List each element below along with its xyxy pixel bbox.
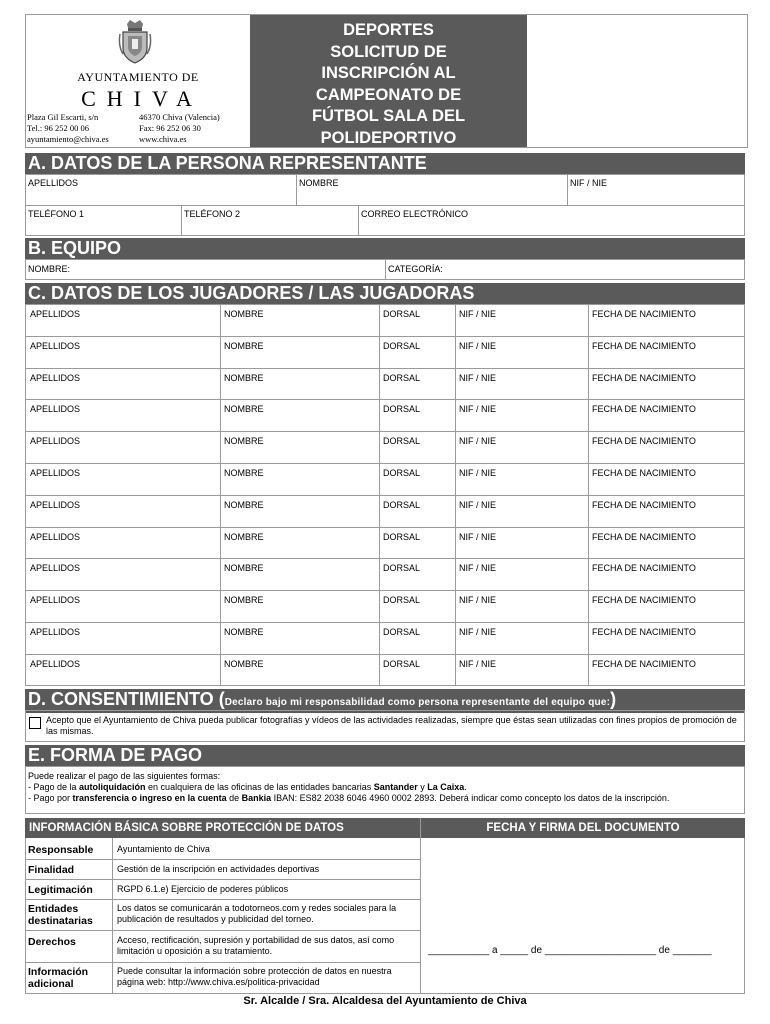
divider [25, 622, 745, 623]
section-d-note: Declaro bajo mi responsabilidad como persona representante del equipo que: [224, 697, 611, 708]
address-left [27, 112, 109, 145]
divider [588, 431, 589, 463]
text: de [226, 793, 242, 803]
title-line: POLIDEPORTIVO [320, 128, 457, 147]
signature-title: FECHA Y FIRMA DEL DOCUMENTO [421, 818, 745, 838]
address-line: Plaza Gil Escarti, s/n [27, 112, 99, 122]
player-dorsal-field[interactable]: DORSAL [383, 499, 421, 510]
divider [379, 495, 380, 527]
player-birthdate-field[interactable]: FECHA DE NACIMIENTO [592, 595, 696, 606]
protection-key: Responsable [28, 844, 94, 856]
player-nif-field[interactable]: NIF / NIE [459, 372, 497, 383]
player-nombre-field[interactable]: NOMBRE [224, 627, 264, 637]
protection-value: RGPD 6.1.e) Ejercicio de poderes públicos [117, 884, 289, 894]
divider [588, 622, 589, 654]
player-row [25, 622, 745, 654]
apellidos-field[interactable]: APELLIDOS [28, 178, 79, 188]
divider [455, 495, 456, 527]
title-line: FÚTBOL SALA DEL [311, 107, 466, 125]
divider [588, 654, 589, 686]
player-nif-field[interactable]: NIF / NIE [459, 531, 497, 542]
text: . [464, 782, 467, 792]
text: - Pago por [28, 793, 73, 803]
player-row [25, 558, 745, 590]
player-nombre-field[interactable]: NOMBRE [224, 531, 264, 542]
divider [455, 431, 456, 463]
player-apellidos-field[interactable]: APELLIDOS [30, 436, 81, 447]
section-e-title: E. FORMA DE PAGO [25, 745, 745, 766]
nombre-field[interactable]: NOMBRE [299, 178, 339, 188]
divider [379, 622, 380, 654]
player-row [25, 654, 745, 686]
protection-value: Ayuntamiento de Chiva [117, 844, 210, 854]
text: Bankia [241, 793, 272, 803]
player-nombre-field[interactable]: NOMBRE [224, 658, 264, 669]
player-birthdate-field[interactable]: FECHA DE NACIMIENTO [592, 309, 696, 319]
player-birthdate-field[interactable]: FECHA DE NACIMIENTO [592, 563, 696, 574]
phone-line: Tel.: 96 252 00 06 [27, 123, 89, 133]
player-dorsal-field[interactable]: DORSAL [383, 563, 421, 574]
divider [220, 495, 221, 527]
divider [25, 558, 745, 559]
divider [455, 463, 456, 495]
divider [220, 336, 221, 368]
player-nombre-field[interactable]: NOMBRE [224, 404, 264, 415]
divider [455, 558, 456, 590]
section-d-heading: D. CONSENTIMIENTO [28, 689, 214, 709]
divider [455, 654, 456, 686]
player-birthdate-field[interactable]: FECHA DE NACIMIENTO [592, 436, 696, 447]
divider [588, 336, 589, 368]
player-apellidos-field[interactable]: APELLIDOS [30, 309, 81, 319]
protection-key: Finalidad [28, 864, 75, 876]
player-birthdate-field[interactable]: FECHA DE NACIMIENTO [592, 658, 696, 669]
nif-field[interactable]: NIF / NIE [570, 178, 608, 188]
player-nif-field[interactable]: NIF / NIE [459, 499, 497, 510]
divider [25, 368, 745, 369]
divider [25, 859, 420, 860]
player-row [25, 336, 745, 368]
player-nombre-field[interactable]: NOMBRE [224, 340, 264, 351]
player-birthdate-field[interactable]: FECHA DE NACIMIENTO [592, 499, 696, 510]
player-birthdate-field[interactable]: FECHA DE NACIMIENTO [592, 531, 696, 542]
player-birthdate-field[interactable]: FECHA DE NACIMIENTO [592, 340, 696, 351]
ayuntamiento-label: AYUNTAMIENTO DE [77, 70, 199, 84]
player-apellidos-field[interactable]: APELLIDOS [30, 499, 81, 510]
player-nif-field[interactable]: NIF / NIE [459, 627, 497, 637]
divider [220, 399, 221, 431]
protection-title: INFORMACIÓN BÁSICA SOBRE PROTECCIÓN DE DATOS [25, 818, 420, 838]
divider [588, 527, 589, 559]
divider [25, 590, 745, 591]
player-dorsal-field[interactable]: DORSAL [383, 595, 421, 606]
player-row [25, 527, 745, 559]
payment-intro: Puede realizar el pago de las siguientes formas: [28, 771, 221, 781]
divider [220, 622, 221, 654]
player-nombre-field[interactable]: NOMBRE [224, 595, 264, 606]
protection-value: Acceso, rectificación, supresión y portabilidad de sus datos, así como limitación u oposición a su tratamiento. [117, 935, 395, 956]
protection-key: Entidades destinatarias [28, 903, 93, 927]
player-nif-field[interactable]: NIF / NIE [459, 468, 497, 478]
section-d-title: D. CONSENTIMIENTO (Declaro bajo mi responsabilidad como persona representante del equipo que:) [25, 689, 745, 713]
consent-text: Acepto que el Ayuntamiento de Chiva pueda publicar fotografías y vídeos de las actividades realizadas, siempre que éstas sean utilizadas con fines propios de promoción de las mismas. [46, 715, 737, 736]
player-birthdate-field[interactable]: FECHA DE NACIMIENTO [592, 468, 696, 478]
divider [455, 399, 456, 431]
divider [25, 879, 420, 880]
player-nif-field[interactable]: NIF / NIE [459, 658, 497, 669]
player-apellidos-field[interactable]: APELLIDOS [30, 404, 81, 415]
category-field[interactable]: CATEGORÍA: [388, 264, 443, 274]
divider [220, 527, 221, 559]
divider [588, 495, 589, 527]
divider [25, 654, 745, 655]
section-b-title: B. EQUIPO [25, 238, 745, 259]
section-c-title: C. DATOS DE LOS JUGADORES / LAS JUGADORAS [25, 283, 745, 304]
signature-date-line[interactable]: ___________ a _____ de ____________________ de _______ [428, 945, 712, 956]
divider [455, 368, 456, 400]
player-dorsal-field[interactable]: DORSAL [383, 468, 421, 478]
player-birthdate-field[interactable]: FECHA DE NACIMIENTO [592, 372, 696, 383]
payment-option-2 [28, 793, 743, 804]
player-nombre-field[interactable]: NOMBRE [224, 563, 264, 574]
divider [385, 259, 386, 280]
player-row [25, 463, 745, 495]
player-birthdate-field[interactable]: FECHA DE NACIMIENTO [592, 404, 696, 415]
player-dorsal-field[interactable]: DORSAL [383, 340, 421, 351]
divider [455, 527, 456, 559]
player-nif-field[interactable]: NIF / NIE [459, 404, 497, 415]
postal-line: 46370 Chiva (Valencia) [139, 112, 220, 122]
text: y [417, 782, 428, 792]
divider [379, 336, 380, 368]
team-name-field[interactable]: NOMBRE: [28, 264, 71, 274]
divider [25, 205, 745, 206]
player-nombre-field[interactable]: NOMBRE [224, 499, 264, 510]
text: - Pago de la [28, 782, 80, 792]
divider [420, 818, 421, 994]
divider [455, 590, 456, 622]
divider [358, 205, 359, 236]
protection-key: Legitimación [28, 884, 93, 896]
player-apellidos-field[interactable]: APELLIDOS [30, 340, 81, 351]
text: La Caixa [427, 782, 465, 792]
divider [455, 336, 456, 368]
player-row [25, 431, 745, 463]
address-right [139, 112, 220, 145]
coat-of-arms-icon [118, 20, 152, 64]
divider [588, 463, 589, 495]
player-apellidos-field[interactable]: APELLIDOS [30, 468, 81, 478]
protection-value: Puede consultar la información sobre protección de datos en nuestra página web: http://www.chiva.es/politica-privacidad [117, 966, 392, 987]
player-nombre-field[interactable]: NOMBRE [224, 309, 264, 319]
divider [588, 399, 589, 431]
player-birthdate-field[interactable]: FECHA DE NACIMIENTO [592, 627, 696, 637]
divider [379, 654, 380, 686]
divider [379, 431, 380, 463]
divider [379, 590, 380, 622]
divider [25, 527, 745, 528]
player-dorsal-field[interactable]: DORSAL [383, 436, 421, 447]
divider [379, 399, 380, 431]
title-line: INSCRIPCIÓN AL [321, 64, 456, 82]
player-row [25, 590, 745, 622]
player-dorsal-field[interactable]: DORSAL [383, 531, 421, 542]
consent-checkbox[interactable] [29, 717, 41, 729]
player-row [25, 495, 745, 527]
player-nif-field[interactable]: NIF / NIE [459, 563, 497, 574]
divider [25, 463, 745, 464]
divider [567, 174, 568, 205]
player-apellidos-field[interactable]: APELLIDOS [30, 627, 81, 637]
divider [220, 654, 221, 686]
divider [25, 930, 420, 931]
player-nombre-field[interactable]: NOMBRE [224, 372, 264, 383]
divider [220, 368, 221, 400]
player-nombre-field[interactable]: NOMBRE [224, 436, 264, 447]
divider [25, 495, 745, 496]
divider [220, 590, 221, 622]
footer-addressee: Sr. Alcalde / Sra. Alcaldesa del Ayuntamiento de Chiva [243, 995, 527, 1007]
correo-field[interactable]: CORREO ELECTRÓNICO [361, 209, 469, 219]
player-apellidos-field[interactable]: APELLIDOS [30, 372, 81, 383]
protection-value: Los datos se comunicarán a todotorneos.com y redes sociales para la publicación de resultados y publicidad del torneo. [117, 903, 397, 924]
town-name: CHIVA [81, 86, 203, 111]
protection-key: Información adicional [28, 966, 89, 990]
divider [379, 463, 380, 495]
title-line: SOLICITUD DE [330, 42, 447, 61]
player-nif-field[interactable]: NIF / NIE [459, 309, 497, 319]
divider [25, 962, 420, 963]
payment-text [28, 771, 743, 804]
divider [379, 368, 380, 400]
divider [588, 368, 589, 400]
telefono2-field[interactable]: TELÉFONO 2 [184, 209, 241, 219]
divider [25, 899, 420, 900]
divider [588, 590, 589, 622]
divider [379, 527, 380, 559]
divider [588, 558, 589, 590]
divider [25, 399, 745, 400]
telefono1-field[interactable]: TELÉFONO 1 [28, 209, 85, 219]
player-row [25, 368, 745, 400]
title-line: CAMPEONATO DE [315, 85, 462, 104]
player-nif-field[interactable]: NIF / NIE [459, 595, 497, 606]
web-line: www.chiva.es [139, 134, 187, 144]
protection-key: Derechos [28, 936, 76, 948]
player-dorsal-field[interactable]: DORSAL [383, 372, 421, 383]
player-dorsal-field[interactable]: DORSAL [383, 309, 421, 319]
divider [379, 558, 380, 590]
text: transferencia o ingreso en la cuenta [72, 793, 227, 803]
text: Santander [373, 782, 418, 792]
divider [220, 558, 221, 590]
divider [455, 622, 456, 654]
email-line: ayuntamiento@chiva.es [27, 134, 109, 144]
title-line: DEPORTES [343, 21, 434, 39]
divider [220, 431, 221, 463]
divider [588, 304, 589, 336]
player-apellidos-field[interactable]: APELLIDOS [30, 658, 81, 669]
player-dorsal-field[interactable]: DORSAL [383, 658, 421, 669]
player-nombre-field[interactable]: NOMBRE [224, 468, 264, 478]
player-dorsal-field[interactable]: DORSAL [383, 627, 421, 637]
player-nif-field[interactable]: NIF / NIE [459, 436, 497, 447]
divider [220, 304, 221, 336]
divider [379, 304, 380, 336]
divider [455, 304, 456, 336]
player-apellidos-field[interactable]: APELLIDOS [30, 563, 81, 574]
text: en cualquiera de las oficinas de las entidades bancarias [145, 782, 374, 792]
player-row [25, 399, 745, 431]
divider [181, 205, 182, 236]
form-title [250, 15, 527, 147]
player-apellidos-field[interactable]: APELLIDOS [30, 531, 81, 542]
player-apellidos-field[interactable]: APELLIDOS [30, 595, 81, 606]
text: autoliquidación [79, 782, 146, 792]
text: IBAN: ES82 2038 6046 4960 0002 2893. Deberá indicar como concepto los datos de la inscripción. [271, 793, 670, 803]
player-nif-field[interactable]: NIF / NIE [459, 340, 497, 351]
player-dorsal-field[interactable]: DORSAL [383, 404, 421, 415]
fax-line: Fax: 96 252 06 30 [139, 123, 201, 133]
player-row [25, 304, 745, 336]
divider [296, 174, 297, 205]
section-a-title: A. DATOS DE LA PERSONA REPRESENTANTE [25, 153, 745, 174]
protection-value: Gestión de la inscripción en actividades deportivas [117, 864, 320, 874]
divider [25, 431, 745, 432]
divider [25, 336, 745, 337]
divider [220, 463, 221, 495]
payment-option-1 [28, 782, 743, 793]
